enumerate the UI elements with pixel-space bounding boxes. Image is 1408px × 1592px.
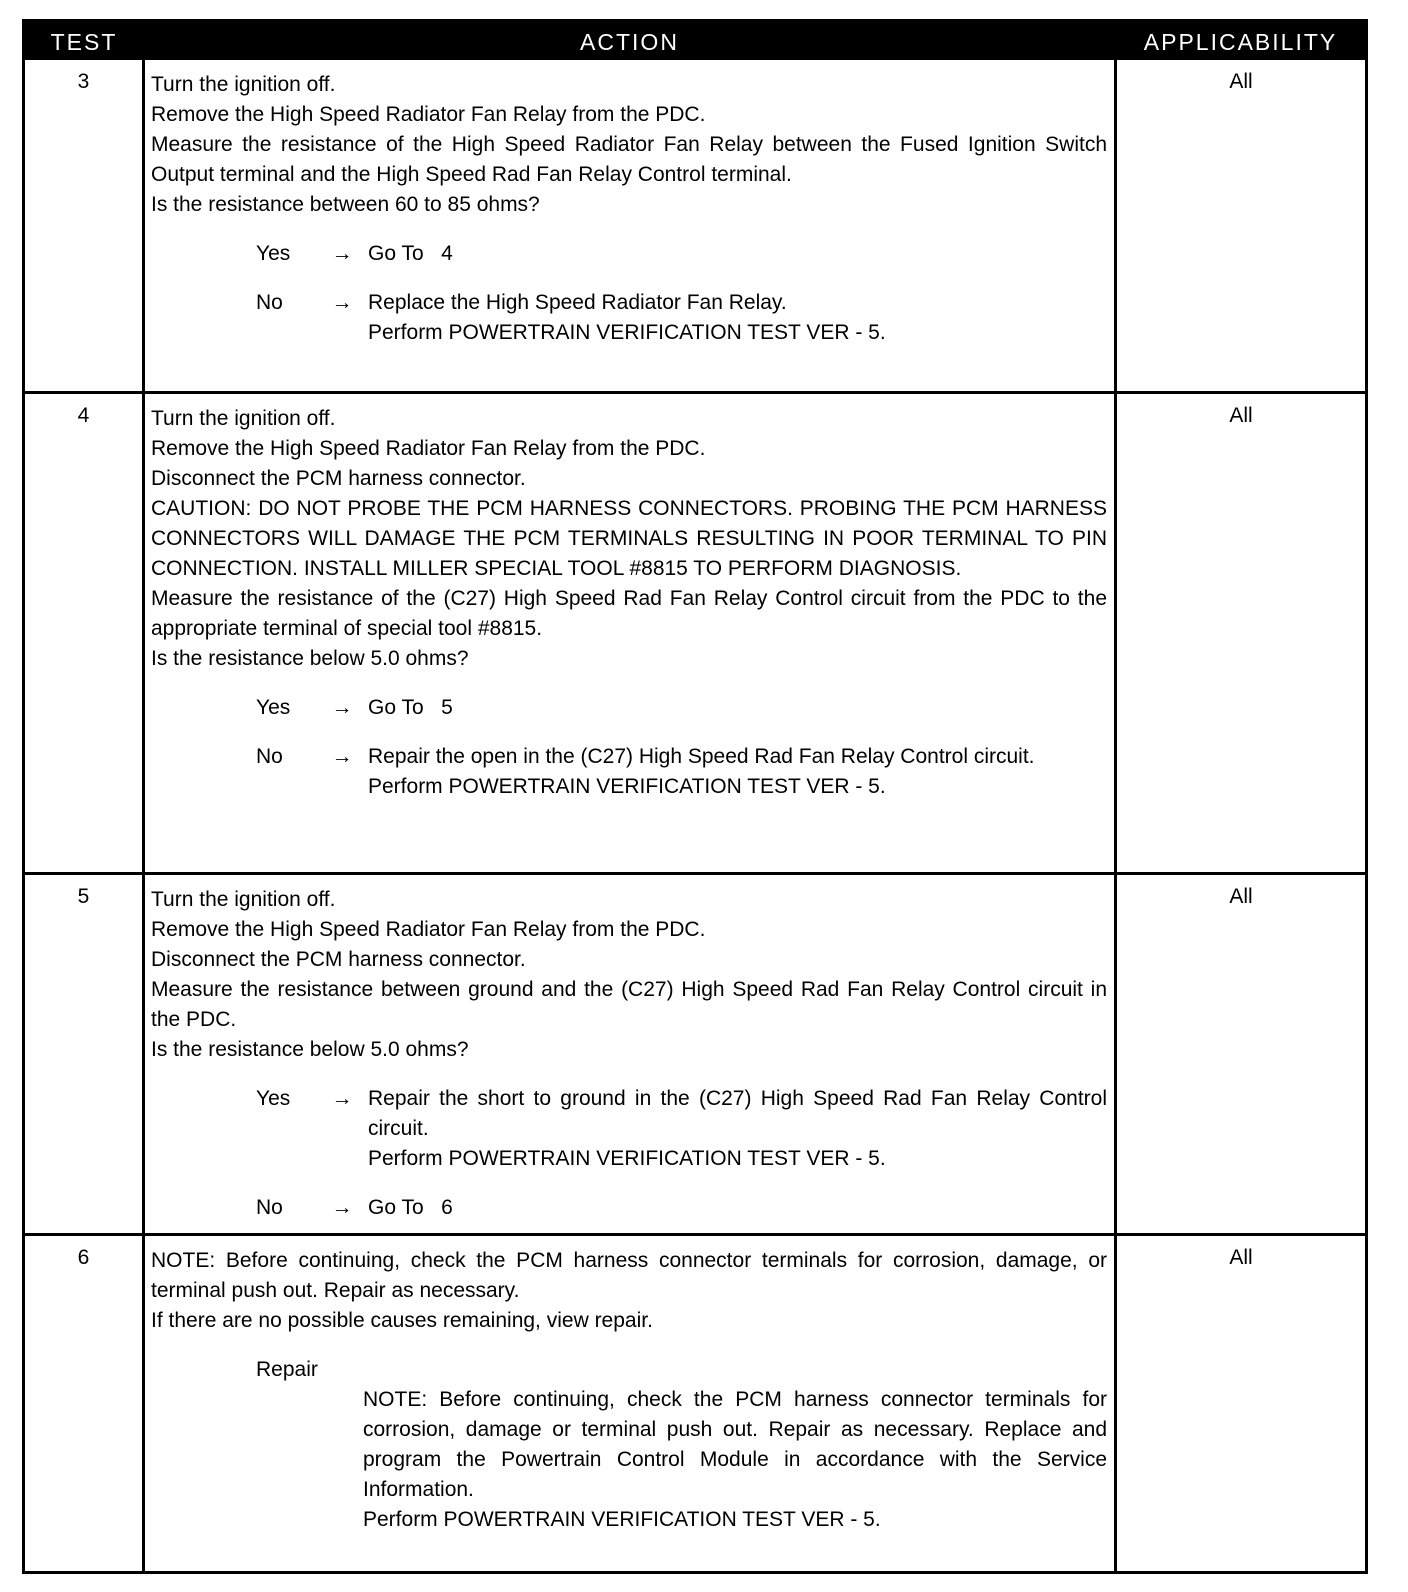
right-arrow-icon: →: [331, 745, 353, 768]
yes-result: Go To 5: [368, 696, 453, 719]
no-result: Go To 6: [368, 1196, 453, 1219]
action-cell: [151, 404, 1107, 802]
no-label: No: [256, 1196, 283, 1219]
yes-label: Yes: [256, 1087, 291, 1110]
step: Measure the resistance of the High Speed Radiator Fan Relay between the Fused Ignition Switch Output terminal and the High Speed Rad Fan Relay Control terminal.: [151, 133, 1107, 186]
no-branch: [151, 742, 1107, 802]
step: Measure the resistance of the (C27) High Speed Rad Fan Relay Control circuit from the PDC to the appropriate terminal of special tool #8815.: [151, 587, 1107, 640]
step: Turn the ignition off.: [151, 888, 336, 911]
no-label: No: [256, 745, 283, 768]
step: Is the resistance below 5.0 ohms?: [151, 647, 469, 670]
repair-block: [363, 1385, 1107, 1535]
step: Turn the ignition off.: [151, 73, 336, 96]
no-result: Replace the High Speed Radiator Fan Relay.: [368, 291, 787, 314]
yes-branch: [151, 239, 1107, 269]
step: Remove the High Speed Radiator Fan Relay from the PDC.: [151, 918, 706, 941]
right-arrow-icon: →: [331, 1196, 353, 1219]
yes-label: Yes: [256, 696, 291, 719]
step: Remove the High Speed Radiator Fan Relay from the PDC.: [151, 103, 706, 126]
yes-branch: [151, 1084, 1107, 1174]
no-label: No: [256, 291, 283, 314]
applicability: All: [1229, 404, 1253, 427]
step: Is the resistance below 5.0 ohms?: [151, 1038, 469, 1061]
repair-label: Repair: [256, 1358, 318, 1381]
test-number: 3: [77, 70, 90, 93]
action-cell: [151, 1246, 1107, 1535]
verification-step: Perform POWERTRAIN VERIFICATION TEST VER - 5.: [363, 1508, 881, 1531]
right-arrow-icon: →: [331, 242, 353, 265]
action-cell: [151, 885, 1107, 1223]
applicability: All: [1229, 885, 1253, 908]
test-row-4: [25, 391, 1365, 872]
yes-label: Yes: [256, 242, 291, 265]
action-cell: [151, 70, 1107, 348]
yes-branch: [151, 693, 1107, 723]
applicability: All: [1229, 70, 1253, 93]
test-number: 5: [77, 885, 90, 908]
verification-step: Perform POWERTRAIN VERIFICATION TEST VER - 5.: [368, 775, 886, 798]
diagnostic-table: [22, 19, 1368, 1574]
step: Is the resistance between 60 to 85 ohms?: [151, 193, 540, 216]
step: Disconnect the PCM harness connector.: [151, 467, 526, 490]
step: Disconnect the PCM harness connector.: [151, 948, 526, 971]
header-test: TEST: [50, 29, 118, 55]
right-arrow-icon: →: [331, 696, 353, 719]
no-branch: [151, 1193, 1107, 1223]
step: Turn the ignition off.: [151, 407, 336, 430]
right-arrow-icon: →: [331, 291, 353, 314]
header-applicability: APPLICABILITY: [1143, 29, 1338, 55]
table-header: [25, 22, 1365, 60]
test-number: 4: [77, 404, 90, 427]
yes-result: Go To 4: [368, 242, 453, 265]
repair-note: NOTE: Before continuing, check the PCM harness connector terminals for corrosion, damage or terminal push out. Repair as necessary. Replace and program the Powertrain Control Module in accordance with the Service Information.: [363, 1388, 1107, 1501]
right-arrow-icon: →: [331, 1087, 353, 1110]
applicability: All: [1229, 1246, 1253, 1269]
step: Remove the High Speed Radiator Fan Relay from the PDC.: [151, 437, 706, 460]
verification-step: Perform POWERTRAIN VERIFICATION TEST VER - 5.: [368, 1147, 886, 1170]
test-row-3: [25, 60, 1365, 391]
no-branch: [151, 288, 1107, 348]
step: Measure the resistance between ground and the (C27) High Speed Rad Fan Relay Control circuit in the PDC.: [151, 978, 1107, 1031]
no-result: Repair the open in the (C27) High Speed Rad Fan Relay Control circuit.: [368, 745, 1035, 768]
test-row-6: [25, 1233, 1365, 1571]
verification-step: Perform POWERTRAIN VERIFICATION TEST VER - 5.: [368, 321, 886, 344]
test-number: 6: [77, 1246, 90, 1269]
caution-note: CAUTION: DO NOT PROBE THE PCM HARNESS CONNECTORS. PROBING THE PCM HARNESS CONNECTORS WILL DAMAGE THE PCM TERMINALS RESULTING IN POOR TERMINAL TO PIN CONNECTION. INSTALL MILLER SPECIAL TOOL #8815 TO PERFORM DIAGNOSIS.: [151, 497, 1107, 580]
step: If there are no possible causes remaining, view repair.: [151, 1309, 653, 1332]
header-action: ACTION: [580, 29, 679, 55]
test-row-5: [25, 872, 1365, 1233]
note: NOTE: Before continuing, check the PCM harness connector terminals for corrosion, damage, or terminal push out. Repair as necessary.: [151, 1249, 1107, 1302]
yes-result: Repair the short to ground in the (C27) High Speed Rad Fan Relay Control circuit.: [368, 1087, 1107, 1140]
